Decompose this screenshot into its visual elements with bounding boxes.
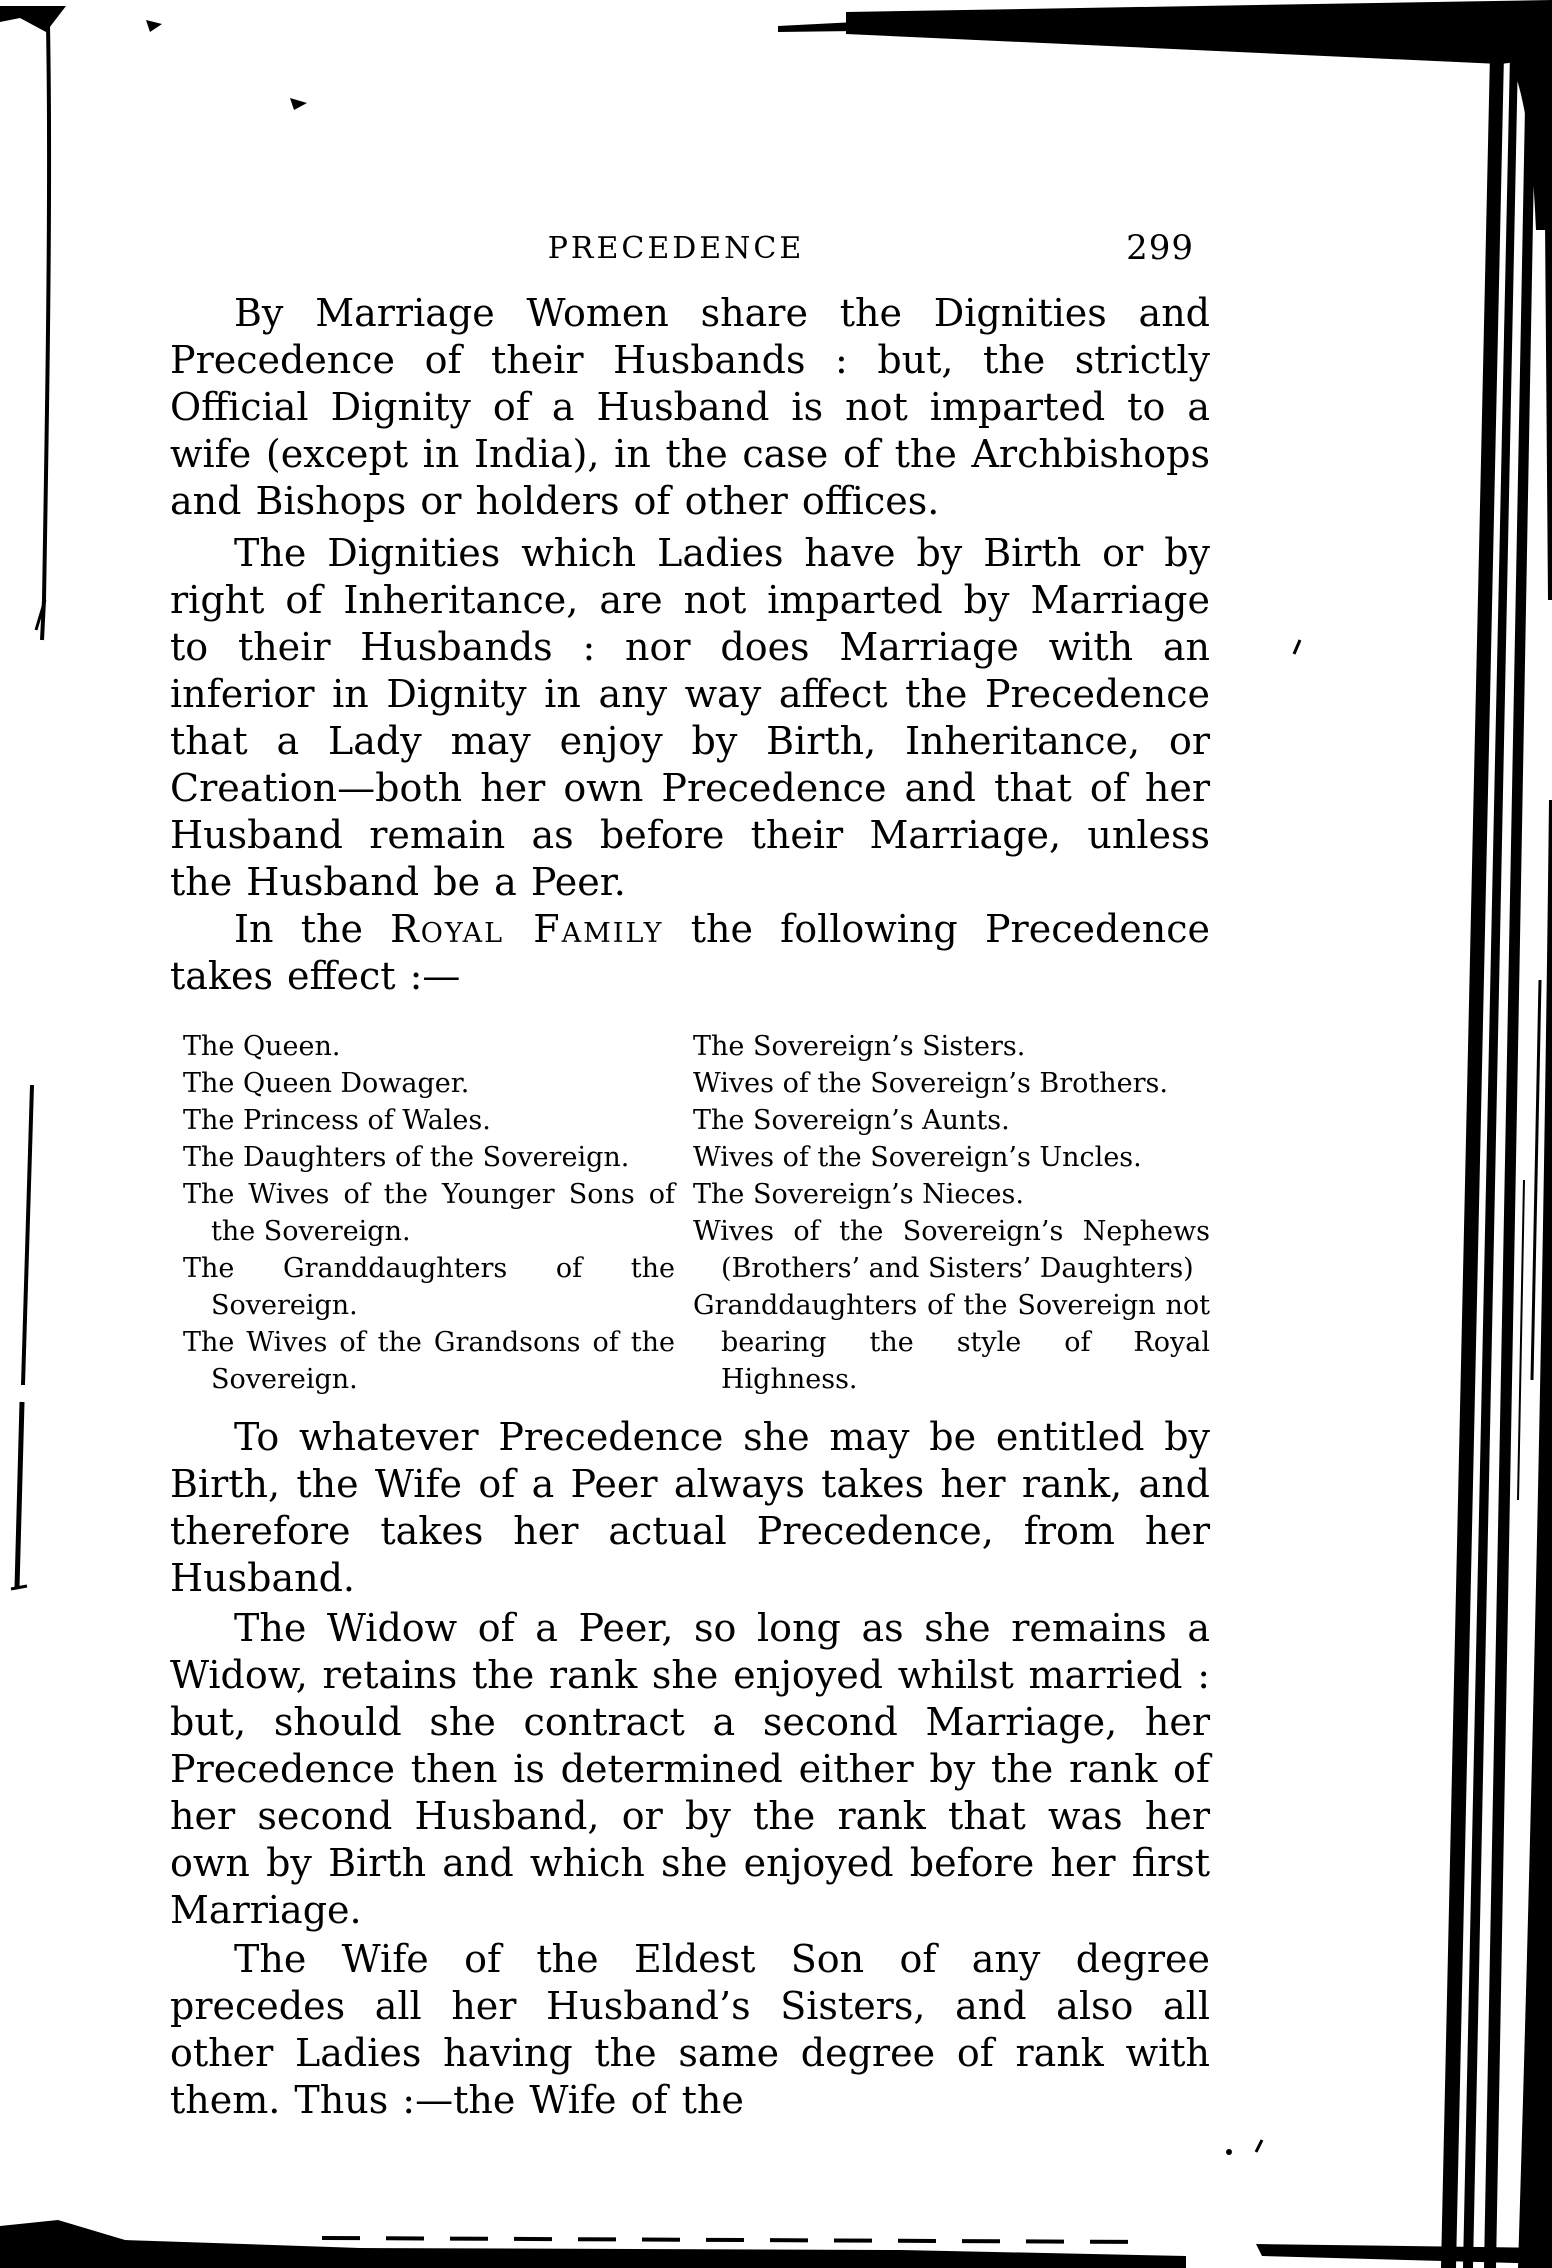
scan-artifact-edge-wedge-bottom — [1518, 800, 1552, 2268]
scan-artifact-hairline — [1500, 320, 1506, 660]
scan-artifact-top-dash — [778, 22, 856, 32]
page-number: 299 — [1126, 228, 1194, 268]
royal-intro-prefix: In the — [234, 907, 391, 951]
paragraph-widow-of-peer: The Widow of a Peer, so long as she remains a Widow, retains the rank she enjoyed whilst married : but, should she contract a second Marriage, her Precedence then is determined either by the rank of her second Husband, or by the rank that was her own by Birth and which she enjoyed before her first Marriage. — [170, 1606, 1210, 1932]
royal-family-smallcaps: Royal Family — [390, 907, 664, 951]
list-item: The Wives of the Grandsons of the Sovereign. — [183, 1327, 675, 1395]
scan-artifact-edge-stripe — [1441, 54, 1504, 2268]
list-item: Wives of the Sovereign’s Uncles. — [693, 1142, 1142, 1173]
scan-artifact-left-line — [23, 1085, 32, 1385]
list-item: The Granddaughters of the Sovereign. — [183, 1253, 675, 1321]
scan-artifact-edge-strip-top — [1545, 220, 1552, 600]
list-item: The Sovereign’s Aunts. — [693, 1105, 1010, 1136]
list-item: The Daughters of the Sovereign. — [183, 1142, 630, 1173]
paragraph-wife-of-peer: To whatever Precedence she may be entitled by Birth, the Wife of a Peer always takes her rank, and therefore takes her actual Precedence, from her Husband. — [170, 1415, 1210, 1600]
scan-artifact-top-right-corner — [1496, 34, 1552, 230]
list-item: The Wives of the Younger Sons of the Sovereign. — [183, 1179, 675, 1247]
scan-artifact-tick — [290, 98, 307, 110]
royal-precedence-list — [170, 1028, 1210, 1398]
royal-intro-suffix: the following Precedence takes effect :— — [170, 907, 1211, 998]
list-item: The Sovereign’s Sisters. — [693, 1031, 1026, 1062]
scan-artifact-hairline — [1518, 1180, 1524, 1500]
paragraph-royal-family-intro — [170, 906, 1210, 1000]
royal-list-right-column — [675, 1028, 1210, 1398]
running-head — [170, 225, 1210, 272]
scan-artifact-top-band — [846, 0, 1552, 64]
scan-artifact-hairline — [1532, 980, 1540, 1380]
paragraph-wife-of-eldest-son: The Wife of the Eldest Son of any degree precedes all her Husband’s Sisters, and also all other Ladies having the same degree of rank with them. Thus :—the Wife of the — [170, 1937, 1210, 2122]
page-content — [170, 225, 1210, 2124]
list-item: The Princess of Wales. — [183, 1105, 491, 1136]
list-item: The Sovereign’s Nieces. — [693, 1179, 1024, 1210]
paragraph-dignities-by-birth: The Dignities which Ladies have by Birth or by right of Inheritance, are not imparted by Marriage to their Husbands : nor does Marriage with an inferior in Dignity in any way affect the Precedence that a Lady may enjoy by Birth, Inheritance, or Creation—both her own Precedence and that of her Husband remain as before their Marriage, unless the Husband be a Peer. — [170, 531, 1210, 904]
scan-artifact-dot — [1226, 2149, 1232, 2155]
list-item: The Queen. — [183, 1031, 341, 1062]
scan-artifact-corner-triangle — [0, 6, 66, 32]
scan-artifact-bottom-streak — [1256, 2244, 1552, 2264]
scan-artifact-tick — [1256, 2140, 1262, 2152]
scan-artifact-tick — [1294, 640, 1300, 654]
scan-artifact-left-line-foot — [11, 1586, 27, 1589]
scan-artifact-left-line — [42, 26, 49, 640]
scan-artifact-tick — [146, 20, 162, 32]
scan-artifact-bottom-dashes — [322, 2238, 1148, 2242]
list-item: Wives of the Sovereign’s Nephews (Brothers’ and Sisters’ Daughters) — [693, 1216, 1210, 1284]
paragraph-marriage-dignities: By Marriage Women share the Dignities and Precedence of their Husbands : but, the strictly Official Dignity of a Husband is not imparted to a wife (except in India), in the case of the Archbishops and Bishops or holders of other offices. — [170, 291, 1210, 523]
scan-artifact-edge-stripe — [1463, 54, 1518, 2268]
scan-artifact-left-line — [17, 1402, 22, 1588]
scan-artifact-bottom-band — [0, 2220, 1186, 2268]
list-item: The Queen Dowager. — [183, 1068, 470, 1099]
running-head-title: PRECEDENCE — [547, 231, 805, 266]
list-item: Granddaughters of the Sovereign not bearing the style of Royal Highness. — [693, 1290, 1210, 1395]
royal-list-left-column — [183, 1028, 675, 1398]
scan-artifact-edge-stripe — [1484, 54, 1536, 2268]
list-item: Wives of the Sovereign’s Brothers. — [693, 1068, 1168, 1099]
scan-artifact-left-line — [36, 600, 45, 630]
